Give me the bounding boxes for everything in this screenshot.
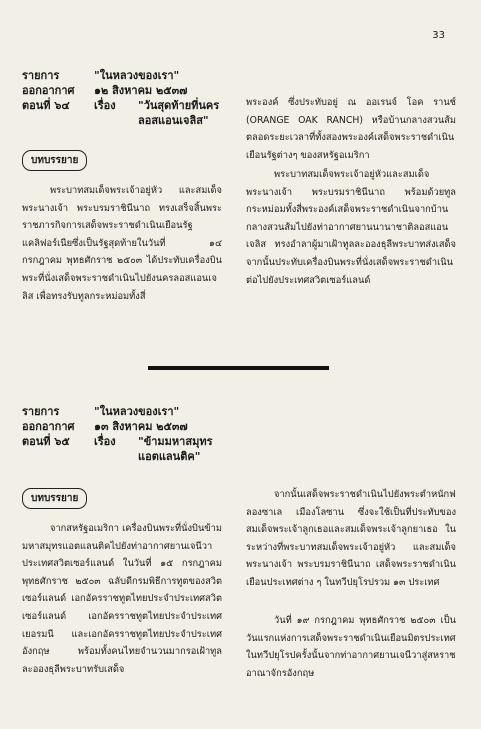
subject-title-cont: ลอสแอนเจลิส" <box>138 114 209 127</box>
subject-label: เรื่อง <box>94 99 116 112</box>
section-divider <box>148 366 329 370</box>
subject-title: "วันสุดท้ายที่นคร <box>138 99 220 112</box>
broadcast-date: ๑๒ สิงหาคม ๒๕๓๗ <box>94 84 188 97</box>
narration-paragraph: จากสหรัฐอเมริกา เครื่องบินพระที่นั่งบินข้ามมหาสมุทรแอตแลนติคไปยังท่าอากาศยานเจนีวา ประเทศสวิตเซอร์แลนด์ ในวันที่ ๑๕ กรกฎาคม พุทธศักราช ๒๕๐๓ ฉลับดีกรมพิธีการทูตของสวิตเซอร์แลนด์ เอกอัครราชทูตไทยประจำประเทศสวิตเซอร์แลนด์ เอกอัครราชทูตไทยประจำประเทศเยอรมนี และเอกอัครราชทูตไทยประจำประเทศอังกฤษ พร้อมทั้งคนไทยจำนวนมากรอเฝ้าทูลละอองธุลีพระบาทรับเสด็จ <box>22 523 222 675</box>
episode-label: ตอนที่ ๖๕ <box>22 435 70 448</box>
broadcast-label: ออกอากาศ <box>22 84 75 97</box>
narration-badge: บทบรรยาย <box>22 150 87 171</box>
narration-badge: บทบรรยาย <box>22 488 87 509</box>
page-number: 33 <box>432 30 445 41</box>
narration-paragraph: พระบาทสมเด็จพระเจ้าอยู่หัวและสมเด็จพระนางเจ้า พระบรมราชินีนาถ พร้อมด้วยทูลกระหม่อมทั้งสี่พระองค์เสด็จพระราชดำเนินจากบ้านกลางสวนส้มไปยังท่าอากาศยานนานาชาติลอสแอนเจลิส ทรงอำลาผู้มาเฝ้าทูลละอองธุลีพระบาทส่งเสด็จ จากนั้นประทับเครื่องบินพระที่นั่งเสด็จพระราชดำเนินต่อไปยังประเทศสวิตเซอร์แลนด์ <box>246 169 456 286</box>
subject-title: "ข้ามมหาสมุทร <box>138 435 213 448</box>
program-info-1 <box>22 68 219 128</box>
program-title: "ในหลวงของเรา" <box>94 405 180 418</box>
subject-label: เรื่อง <box>94 435 116 448</box>
program-label: รายการ <box>22 405 60 418</box>
program-info-2 <box>22 404 212 464</box>
subject-title-cont: แอตแลนติค" <box>138 450 201 463</box>
episode-label: ตอนที่ ๖๔ <box>22 99 70 112</box>
narration-paragraph: พระบาทสมเด็จพระเจ้าอยู่หัว และสมเด็จพระนางเจ้า พระบรมราชินีนาถ ทรงเสร็จสิ้นพระราชภารกิจการเสด็จพระราชดำเนินเยือนรัฐแคลิฟอร์เนียซึ่งเป็นรัฐสุดท้ายในวันที่ ๑๔ กรกฎาคม พุทธศักราช ๒๕๐๓ ได้ประทับเครื่องบินพระที่นั่งเสด็จพระราชดำเนินไปยังนครลอสแอนเจลิส เพื่อทรงรับทูลกระหม่อมทั้งสี่ <box>22 185 222 302</box>
broadcast-date: ๑๓ สิงหาคม ๒๕๓๗ <box>94 420 188 433</box>
broadcast-label: ออกอากาศ <box>22 420 75 433</box>
narration-paragraph: จากนั้นเสด็จพระราชดำเนินไปยังพระตำหนักฟลองซาเล เมืองโลซาน ซึ่งจะใช้เป็นที่ประทับของสมเด็จพระเจ้าลูกเธอและสมเด็จพระเจ้าลูกยาเธอ ในระหว่างที่พระบาทสมเด็จพระเจ้าอยู่หัว และสมเด็จพระนางเจ้า พระบรมราชินีนาถ เสด็จพระราชดำเนินเยือนประเทศต่าง ๆ ในทวีปยุโรปรวม ๑๓ ประเทศ <box>246 489 456 588</box>
narration-paragraph: วันที่ ๑๙ กรกฎาคม พุทธศักราช ๒๕๐๓ เป็นวันแรกแห่งการเสด็จพระราชดำเนินเยือนมิตรประเทศในทวีปยุโรปครั้งนั้นจากท่าอากาศยานเจนีวาสู่สหราชอาณาจักรอังกฤษ <box>246 615 456 679</box>
narration-paragraph: พระองค์ ซึ่งประทับอยู่ ณ ออเรนจ์ โอค รานช์ (ORANGE OAK RANCH) หรือบ้านกลางสวนส้ม ตลอดระยะเวลาที่ทั้งสองพระองค์เสด็จพระราชดำเนินเยือนรัฐต่างๆ ของสหรัฐอเมริกา <box>246 97 456 161</box>
program-label: รายการ <box>22 69 60 82</box>
program-title: "ในหลวงของเรา" <box>94 69 180 82</box>
